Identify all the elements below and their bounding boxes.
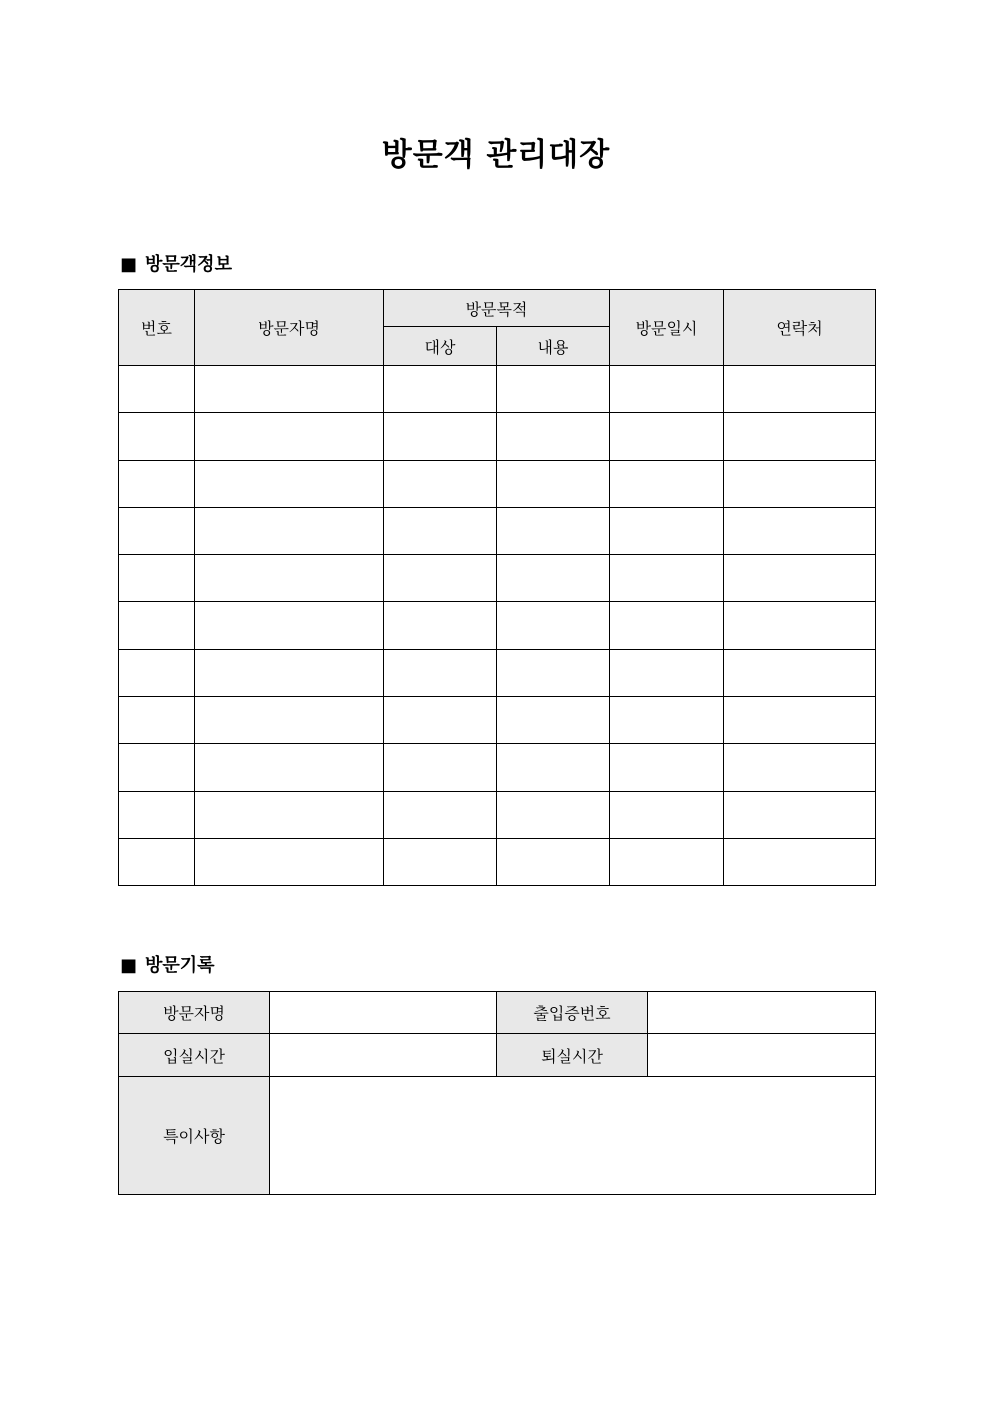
cell-contact[interactable] xyxy=(724,838,876,885)
table-row xyxy=(119,366,876,413)
cell-purpose-content[interactable] xyxy=(497,838,610,885)
cell-purpose-content[interactable] xyxy=(497,744,610,791)
cell-purpose-target[interactable] xyxy=(384,507,497,554)
section-heading-visit-record xyxy=(120,954,215,978)
section-heading-label: 방문객정보 xyxy=(145,254,232,275)
cell-number[interactable] xyxy=(119,555,195,602)
field-exit-time[interactable] xyxy=(648,1034,876,1077)
cell-purpose-target[interactable] xyxy=(384,744,497,791)
label-entry-time: 입실시간 xyxy=(119,1034,270,1077)
table-row xyxy=(119,460,876,507)
label-visitor-name: 방문자명 xyxy=(119,992,270,1034)
cell-number[interactable] xyxy=(119,366,195,413)
cell-visitor-name[interactable] xyxy=(195,744,384,791)
label-pass-number: 출입증번호 xyxy=(497,992,648,1034)
cell-number[interactable] xyxy=(119,791,195,838)
cell-visitor-name[interactable] xyxy=(195,366,384,413)
square-bullet-icon: ■ xyxy=(120,254,138,275)
table-row xyxy=(119,697,876,744)
field-remarks[interactable] xyxy=(270,1077,876,1195)
cell-purpose-target[interactable] xyxy=(384,649,497,696)
cell-contact[interactable] xyxy=(724,413,876,460)
visitor-rows xyxy=(119,366,876,886)
cell-purpose-target[interactable] xyxy=(384,602,497,649)
cell-visit-datetime[interactable] xyxy=(610,744,724,791)
cell-purpose-target[interactable] xyxy=(384,460,497,507)
cell-number[interactable] xyxy=(119,413,195,460)
cell-purpose-target[interactable] xyxy=(384,697,497,744)
cell-contact[interactable] xyxy=(724,649,876,696)
cell-purpose-content[interactable] xyxy=(497,460,610,507)
square-bullet-icon: ■ xyxy=(120,955,138,976)
cell-visitor-name[interactable] xyxy=(195,838,384,885)
visit-record-table xyxy=(118,991,876,1195)
field-pass-number[interactable] xyxy=(648,992,876,1034)
cell-visit-datetime[interactable] xyxy=(610,838,724,885)
header-visit-datetime: 방문일시 xyxy=(610,290,724,366)
cell-contact[interactable] xyxy=(724,555,876,602)
cell-purpose-content[interactable] xyxy=(497,791,610,838)
cell-purpose-content[interactable] xyxy=(497,649,610,696)
table-row xyxy=(119,791,876,838)
label-exit-time: 퇴실시간 xyxy=(497,1034,648,1077)
cell-purpose-content[interactable] xyxy=(497,602,610,649)
table-row xyxy=(119,838,876,885)
field-visitor-name[interactable] xyxy=(270,992,497,1034)
cell-number[interactable] xyxy=(119,744,195,791)
header-visitor-name: 방문자명 xyxy=(195,290,384,366)
header-number: 번호 xyxy=(119,290,195,366)
cell-purpose-target[interactable] xyxy=(384,555,497,602)
cell-visit-datetime[interactable] xyxy=(610,507,724,554)
cell-purpose-content[interactable] xyxy=(497,507,610,554)
table-row xyxy=(119,413,876,460)
cell-purpose-target[interactable] xyxy=(384,413,497,460)
cell-contact[interactable] xyxy=(724,507,876,554)
label-remarks: 특이사항 xyxy=(119,1077,270,1195)
cell-visit-datetime[interactable] xyxy=(610,460,724,507)
cell-visitor-name[interactable] xyxy=(195,555,384,602)
cell-visit-datetime[interactable] xyxy=(610,555,724,602)
cell-number[interactable] xyxy=(119,697,195,744)
cell-visitor-name[interactable] xyxy=(195,413,384,460)
table-row xyxy=(119,507,876,554)
section-heading-label: 방문기록 xyxy=(145,955,215,976)
section-heading-visitor-info xyxy=(120,253,232,277)
cell-contact[interactable] xyxy=(724,791,876,838)
table-row xyxy=(119,602,876,649)
cell-purpose-target[interactable] xyxy=(384,838,497,885)
cell-visitor-name[interactable] xyxy=(195,791,384,838)
cell-purpose-target[interactable] xyxy=(384,366,497,413)
cell-visitor-name[interactable] xyxy=(195,697,384,744)
document-title: 방문객 관리대장 xyxy=(381,137,611,173)
cell-contact[interactable] xyxy=(724,744,876,791)
cell-visit-datetime[interactable] xyxy=(610,649,724,696)
cell-purpose-target[interactable] xyxy=(384,791,497,838)
cell-visitor-name[interactable] xyxy=(195,460,384,507)
table-row xyxy=(119,744,876,791)
cell-visit-datetime[interactable] xyxy=(610,602,724,649)
cell-visitor-name[interactable] xyxy=(195,507,384,554)
cell-number[interactable] xyxy=(119,649,195,696)
cell-visitor-name[interactable] xyxy=(195,602,384,649)
header-purpose-content: 내용 xyxy=(497,327,610,366)
cell-number[interactable] xyxy=(119,602,195,649)
cell-visitor-name[interactable] xyxy=(195,649,384,696)
cell-number[interactable] xyxy=(119,838,195,885)
table-row xyxy=(119,649,876,696)
cell-visit-datetime[interactable] xyxy=(610,366,724,413)
header-visit-purpose: 방문목적 xyxy=(384,290,610,327)
cell-contact[interactable] xyxy=(724,602,876,649)
cell-purpose-content[interactable] xyxy=(497,413,610,460)
cell-purpose-content[interactable] xyxy=(497,697,610,744)
cell-number[interactable] xyxy=(119,507,195,554)
cell-contact[interactable] xyxy=(724,366,876,413)
cell-purpose-content[interactable] xyxy=(497,366,610,413)
visitor-info-table xyxy=(118,289,876,886)
cell-visit-datetime[interactable] xyxy=(610,697,724,744)
header-contact: 연락처 xyxy=(724,290,876,366)
field-entry-time[interactable] xyxy=(270,1034,497,1077)
cell-contact[interactable] xyxy=(724,697,876,744)
cell-purpose-content[interactable] xyxy=(497,555,610,602)
cell-visit-datetime[interactable] xyxy=(610,791,724,838)
header-purpose-target: 대상 xyxy=(384,327,497,366)
cell-number[interactable] xyxy=(119,460,195,507)
cell-visit-datetime[interactable] xyxy=(610,413,724,460)
cell-contact[interactable] xyxy=(724,460,876,507)
table-row xyxy=(119,555,876,602)
